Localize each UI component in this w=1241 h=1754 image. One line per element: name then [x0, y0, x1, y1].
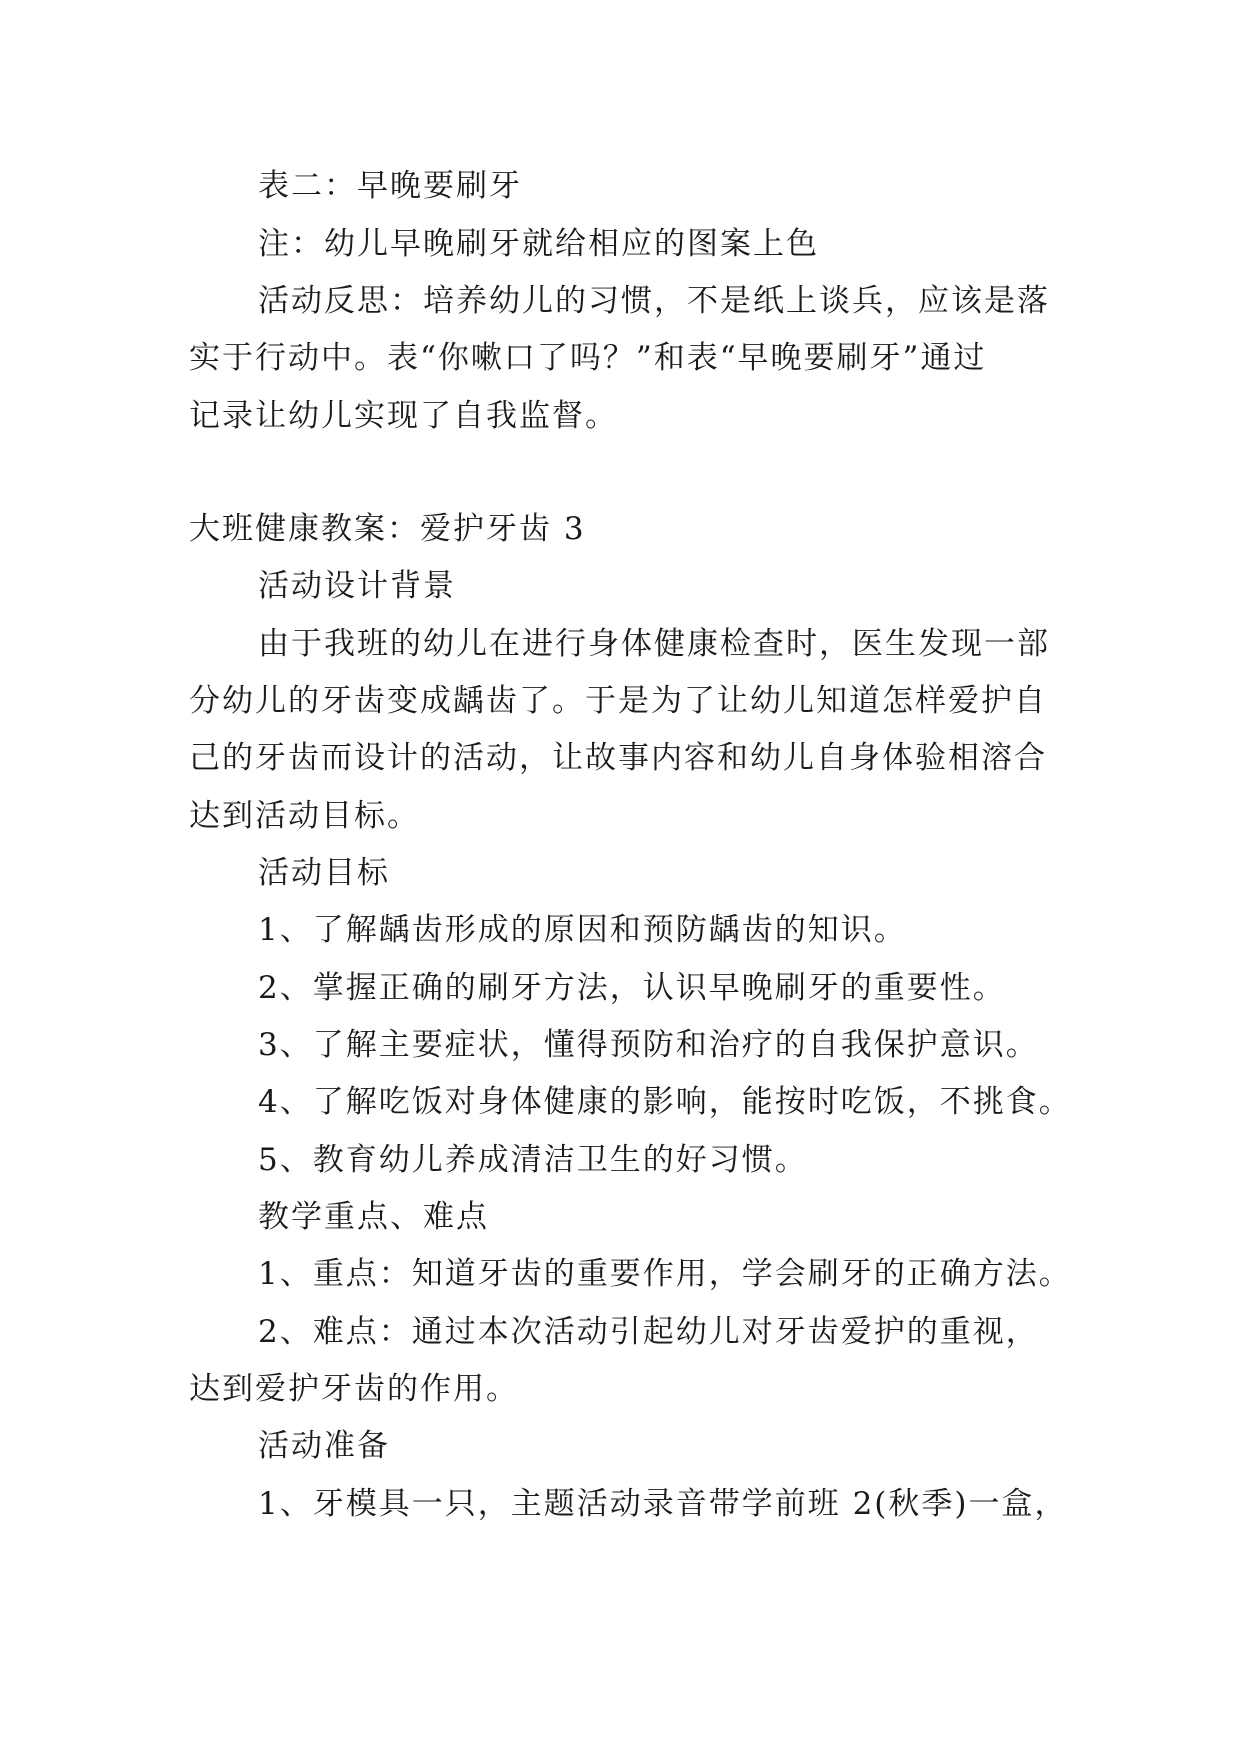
reflection-line: 活动反思：培养幼儿的习惯，不是纸上谈兵，应该是落	[258, 283, 1050, 319]
heading-preparation: 活动准备	[258, 1428, 390, 1464]
table-note: 注：幼儿早晚刷牙就给相应的图案上色	[258, 226, 819, 262]
key-point-item: 1、重点：知道牙齿的重要作用，学会刷牙的正确方法。	[258, 1256, 1072, 1292]
goal-item: 3、了解主要症状，懂得预防和治疗的自我保护意识。	[258, 1027, 1039, 1063]
goal-item: 5、教育幼儿养成清洁卫生的好习惯。	[258, 1142, 808, 1178]
key-point-item: 2、难点：通过本次活动引起幼儿对牙齿爱护的重视，	[258, 1314, 1039, 1350]
paragraph-line: 己的牙齿而设计的活动，让故事内容和幼儿自身体验相溶合	[189, 740, 1047, 776]
paragraph-line: 分幼儿的牙齿变成龋齿了。于是为了让幼儿知道怎样爱护自	[189, 683, 1047, 719]
heading-goals: 活动目标	[258, 855, 390, 891]
key-point-item: 达到爱护牙齿的作用。	[189, 1371, 519, 1407]
reflection-line: 实于行动中。表“你嗽口了吗？”和表“早晚要刷牙”通过	[189, 340, 987, 376]
heading-background: 活动设计背景	[258, 568, 456, 604]
table-caption: 表二：早晚要刷牙	[258, 168, 522, 204]
section-title: 大班健康教案：爱护牙齿 3	[189, 511, 586, 547]
heading-key-points: 教学重点、难点	[258, 1199, 489, 1235]
preparation-item: 1、牙模具一只，主题活动录音带学前班 2(秋季)一盒，	[258, 1486, 1068, 1522]
paragraph-line: 达到活动目标。	[189, 798, 420, 834]
goal-item: 1、了解龋齿形成的原因和预防龋齿的知识。	[258, 912, 907, 948]
paragraph-line: 由于我班的幼儿在进行身体健康检查时，医生发现一部	[258, 626, 1050, 662]
goal-item: 4、了解吃饭对身体健康的影响，能按时吃饭，不挑食。	[258, 1084, 1072, 1120]
reflection-line: 记录让幼儿实现了自我监督。	[189, 398, 618, 434]
goal-item: 2、掌握正确的刷牙方法，认识早晚刷牙的重要性。	[258, 970, 1006, 1006]
